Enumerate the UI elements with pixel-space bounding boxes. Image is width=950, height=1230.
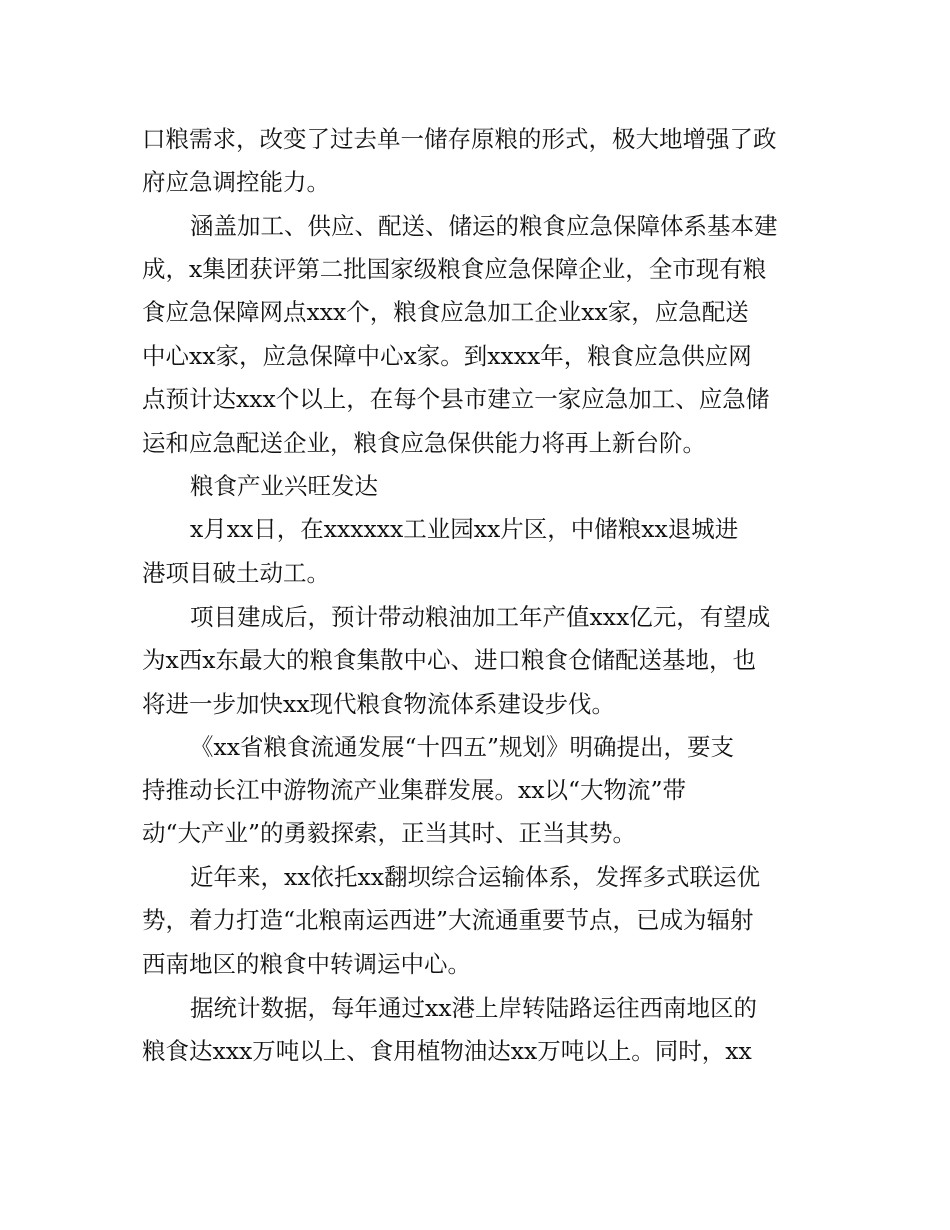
text-line-21: 据统计数据，每年通过xx港上岸转陆路运往西南地区的 <box>190 994 758 1022</box>
text-line-6: 中心xx家，应急保障中心x家。到xxxx年，粮食应急供应网 <box>142 342 752 370</box>
text-line-14: 将进一步加快xx现代粮食物流体系建设步伐。 <box>142 690 616 718</box>
text-line-1: 口粮需求，改变了过去单一储存原粮的形式，极大地增强了政 <box>142 125 777 153</box>
text-line-7: 点预计达xxx个以上，在每个县市建立一家应急加工、应急储 <box>142 385 770 413</box>
text-line-8: 运和应急配送企业，粮食应急保供能力将再上新台阶。 <box>142 429 706 457</box>
text-line-10: x月xx日，在xxxxxx工业园xx片区，中储粮xx退城进 <box>190 515 739 543</box>
text-line-12: 项目建成后，预计带动粮油加工年产值xxx亿元，有望成 <box>190 603 771 631</box>
text-line-3: 涵盖加工、供应、配送、储运的粮食应急保障体系基本建 <box>190 212 778 240</box>
text-line-19: 势，着力打造“北粮南运西进”大流通重要节点，已成为辐射 <box>142 906 754 934</box>
text-line-4: 成，x集团获评第二批国家级粮食应急保障企业，全市现有粮 <box>142 255 767 283</box>
text-line-13: 为x西x东最大的粮食集散中心、进口粮食仓储配送基地，也 <box>142 646 757 674</box>
text-line-18: 近年来，xx依托xx翻坝综合运输体系，发挥多式联运优 <box>190 863 761 891</box>
text-line-20: 西南地区的粮食中转调运中心。 <box>142 950 471 978</box>
text-line-2: 府应急调控能力。 <box>142 168 330 196</box>
text-line-22: 粮食达xxx万吨以上、食用植物油达xx万吨以上。同时，xx <box>142 1037 752 1065</box>
text-line-11: 港项目破土动工。 <box>142 559 330 587</box>
text-line-17: 动“大产业”的勇毅探索，正当其时、正当其势。 <box>142 819 637 847</box>
text-line-5: 食应急保障网点xxx个，粮食应急加工企业xx家，应急配送 <box>142 298 749 326</box>
text-line-15: 《xx省粮食流通发展“十四五”规划》明确提出，要支 <box>190 733 735 761</box>
text-line-16: 持推动长江中游物流产业集群发展。xx以“大物流”带 <box>142 776 687 804</box>
section-heading: 粮食产业兴旺发达 <box>190 472 378 500</box>
